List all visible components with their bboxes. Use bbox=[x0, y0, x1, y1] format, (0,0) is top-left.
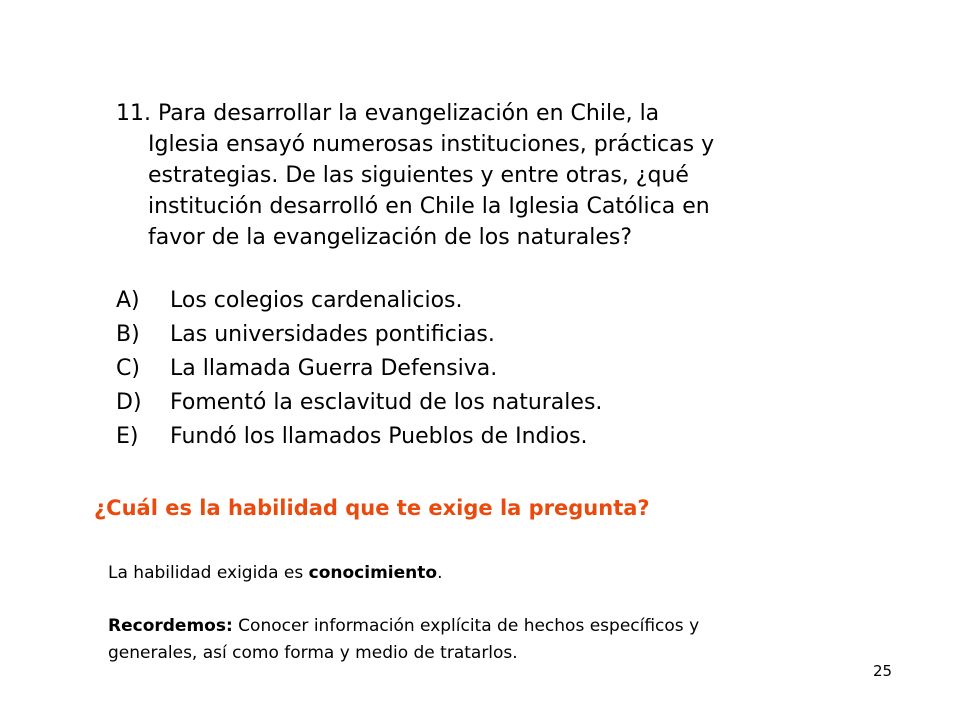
recall-note bbox=[108, 613, 928, 640]
question-text bbox=[116, 98, 816, 253]
option-letter: B) bbox=[116, 322, 140, 347]
skill-statement bbox=[108, 560, 928, 587]
skill-name: conocimiento bbox=[308, 563, 438, 583]
question-line: favor de la evangelización de los naturales? bbox=[148, 225, 632, 250]
question-line: 11. Para desarrollar la evangelización en Chile, la bbox=[116, 101, 660, 126]
option-letter: A) bbox=[116, 288, 140, 313]
recall-label: Recordemos: bbox=[108, 616, 233, 636]
question-line: estrategias. De las siguientes y entre otras, ¿qué bbox=[148, 163, 689, 188]
option-letter: E) bbox=[116, 424, 139, 449]
answer-options bbox=[116, 284, 816, 454]
option-c bbox=[116, 352, 816, 386]
option-text: Fomentó la esclavitud de los naturales. bbox=[170, 390, 603, 415]
question-line: institución desarrolló en Chile la Iglesia Católica en bbox=[148, 194, 710, 219]
skill-question-heading: ¿Cuál es la habilidad que te exige la pregunta? bbox=[94, 496, 650, 520]
recall-text: Conocer información explícita de hechos específicos y bbox=[232, 616, 700, 636]
option-b bbox=[116, 318, 816, 352]
option-text: Las universidades pontificias. bbox=[170, 322, 495, 347]
skill-intro: La habilidad exigida es bbox=[108, 563, 309, 583]
option-a bbox=[116, 284, 816, 318]
skill-period: . bbox=[437, 563, 443, 583]
option-letter: D) bbox=[116, 390, 142, 415]
option-text: Los colegios cardenalicios. bbox=[170, 288, 463, 313]
page-number: 25 bbox=[873, 662, 893, 680]
skill-answer bbox=[108, 560, 928, 667]
question-line: Iglesia ensayó numerosas instituciones, prácticas y bbox=[148, 132, 715, 157]
option-d bbox=[116, 386, 816, 420]
option-text: La llamada Guerra Defensiva. bbox=[170, 356, 498, 381]
recall-note-continued: generales, así como forma y medio de tratarlos. bbox=[108, 643, 518, 663]
option-e bbox=[116, 420, 816, 454]
option-letter: C) bbox=[116, 356, 140, 381]
option-text: Fundó los llamados Pueblos de Indios. bbox=[170, 424, 588, 449]
